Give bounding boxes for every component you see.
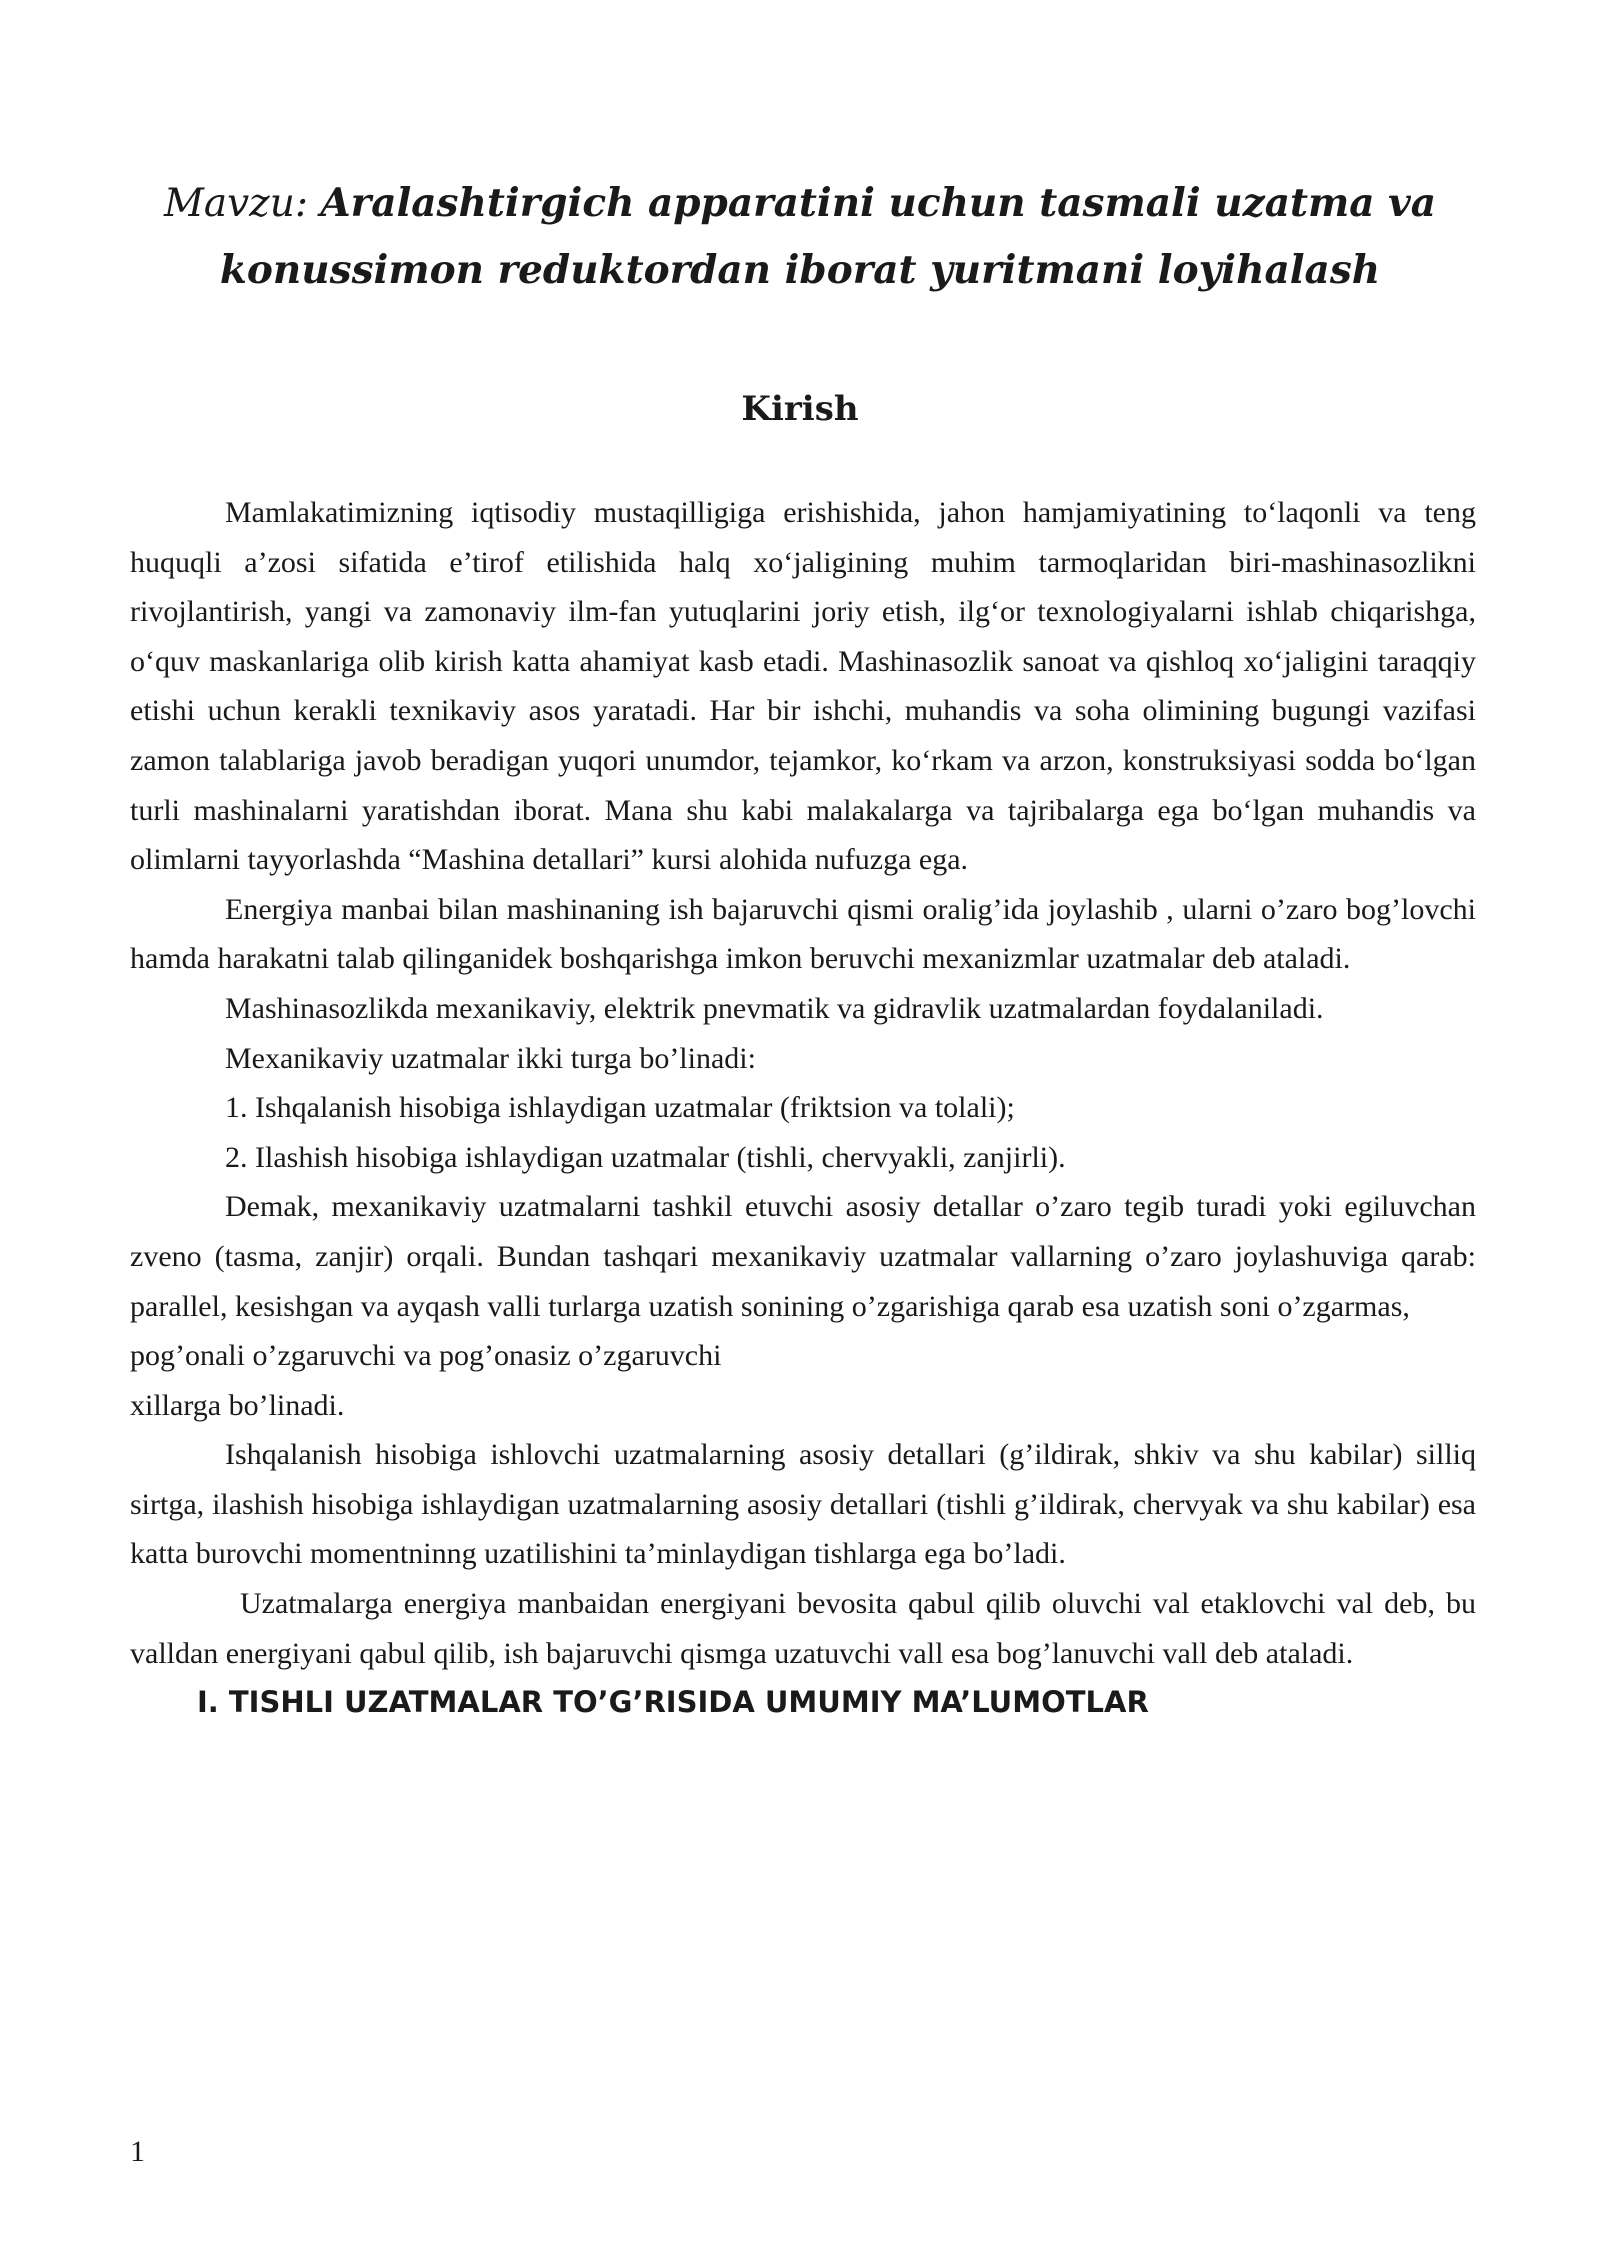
list-item-friction: 1. Ishqalanish hisobiga ishlaydigan uzatmalar (friktsion va tolali); (225, 1091, 1015, 1125)
paragraph-intro: Mamlakatimizning iqtisodiy mustaqilligiga erishishida, jahon hamjamiyatining to‘laqonli va teng huquqli a’zosi sifatida e’tirof etilishida halq xo‘jaligining muhim tarmoqlaridan biri-mashinasozlikni rivojlantirish, yangi va zamonaviy ilm-fan yutuqlarini joriy etish, ilg‘or texnologiyalarni ishlab chiqarishga, o‘quv maskanlariga olib kirish katta ahamiyat kasb etadi. Mashinasozlik sanoat va qishloq xo‘jaligini taraqqiy etishi uchun kerakli texnikaviy asos yaratadi. Har bir ishchi, muhandis va soha olimining bugungi vazifasi zamon talablariga javob beradigan yuqori unumdor, tejamkor, ko‘rkam va arzon, konstruksiyasi sodda bo‘lgan turli mashinalarni yaratishdan iborat. Mana shu kabi malakalarga va tajribalarga ega bo‘lgan muhandis va olimlarni tayyorlashda “Mashina detallari” kursi alohida nufuzga ega. (130, 496, 1476, 877)
document-body (130, 488, 1476, 1728)
title-main: Aralashtirgich apparatini uchun tasmali uzatma va konussimon reduktordan iborat yuritmani loyihalash (219, 180, 1437, 293)
paragraph-demak: Demak, mexanikaviy uzatmalarni tashkil etuvchi asosiy detallar o’zaro tegib turadi yoki egiluvchan zveno (tasma, zanjir) orqali. Bundan tashqari mexanikaviy uzatmalar vallarning o’zaro joylashuviga qarab: parallel, kesishgan va ayqash valli turlarga uzatish sonining o’zgarishiga qarab esa uzatish soni o’zgarmas, (130, 1190, 1476, 1323)
document-title (130, 170, 1470, 304)
paragraph-shafts: Uzatmalarga energiya manbaidan energiyani bevosita qabul qilib oluvchi val etaklovchi val deb, bu valldan energiyani qabul qilib, ish bajaruvchi qismga uzatuvchi vall esa bog’lanuvchi vall deb ataladi. (130, 1587, 1476, 1670)
page-number: 1 (130, 2135, 145, 2168)
paragraph-energy-source: Energiya manbai bilan mashinaning ish bajaruvchi qismi oralig’ida joylashib , ularni o’zaro bog’lovchi hamda harakatni talab qilinganidek boshqarishga imkon beruvchi mexanizmlar uzatmalar deb ataladi. (130, 892, 1476, 976)
paragraph-line-stepped: pog’onali o’zgaruvchi va pog’onasiz o’zgaruvchi (130, 1339, 722, 1373)
paragraph-machine-building: Mashinasozlikda mexanikaviy, elektrik pnevmatik va gidravlik uzatmalardan foydalaniladi. (225, 991, 1324, 1025)
paragraph-mechanical-types: Mexanikaviy uzatmalar ikki turga bo’linadi: (225, 1041, 756, 1075)
paragraph-friction-details: Ishqalanish hisobiga ishlovchi uzatmalarning asosiy detallari (g’ildirak, shkiv va shu kabilar) silliq sirtga, ilashish hisobiga ishlaydigan uzatmalarning asosiy detallari (tishli g’ildirak, chervyak va shu kabilar) esa katta burovchi momentninng uzatilishini ta’minlaydigan tishlarga ega bo’ladi. (130, 1438, 1476, 1571)
paragraph-line-divided: xillarga bo’linadi. (130, 1388, 345, 1422)
title-prefix: Mavzu: (163, 181, 308, 226)
heading-kirish: Kirish (741, 389, 859, 429)
section-heading-gears: I. TISHLI UZATMALAR TO’G’RISIDA UMUMIY MA’LUMOTLAR (197, 1685, 1149, 1720)
list-item-engagement: 2. Ilashish hisobiga ishlaydigan uzatmalar (tishli, chervyakli, zanjirli). (225, 1140, 1066, 1174)
